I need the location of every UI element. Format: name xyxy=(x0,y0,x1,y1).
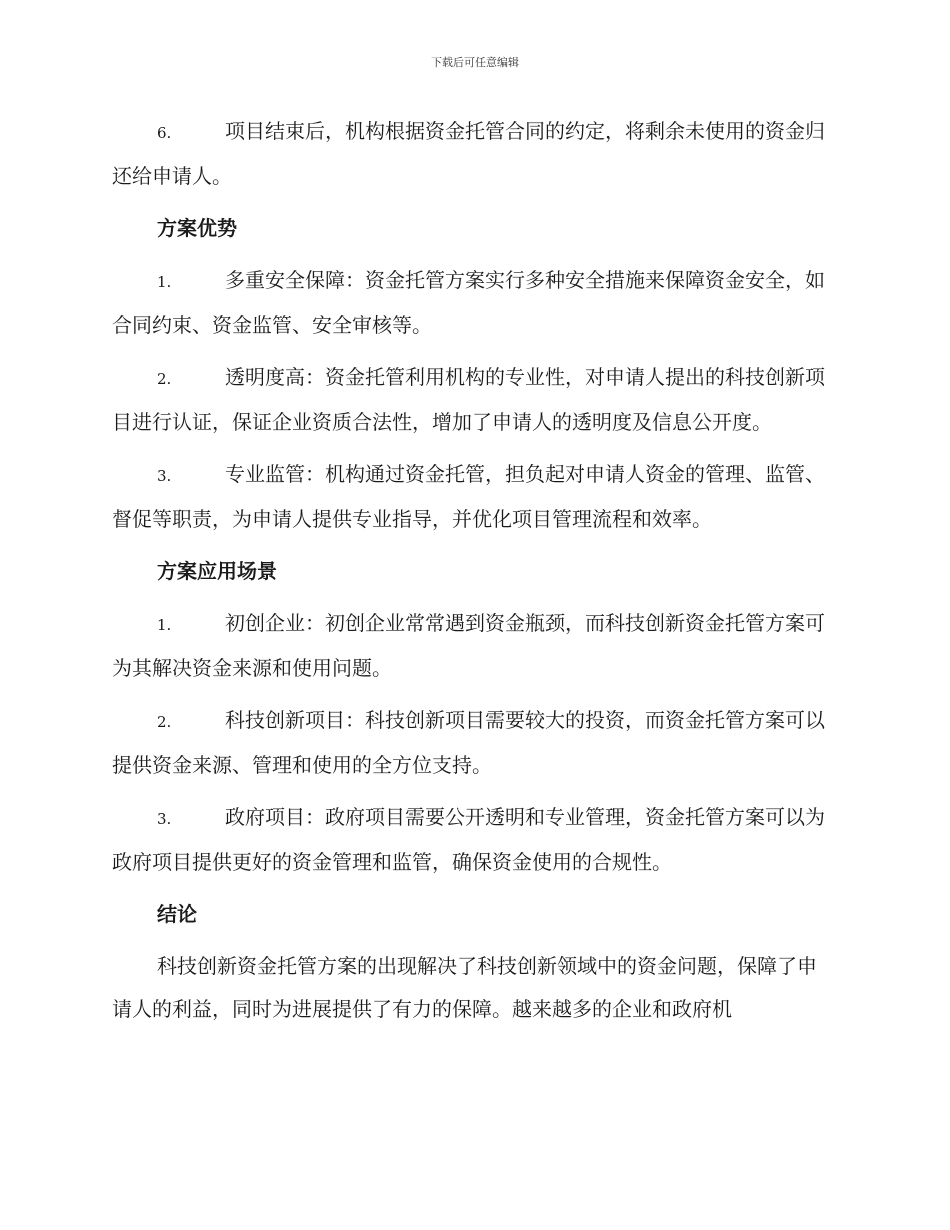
section-heading: 方案优势 xyxy=(157,216,237,240)
list-item xyxy=(112,699,834,787)
list-item xyxy=(112,259,834,347)
item-number: 1. xyxy=(157,273,172,291)
item-text: 政府项目：政府项目需要公开透明和专业管理，资金托管方案可以为政府项目提供更好的资金管理和监管，确保资金使用的合规性。 xyxy=(112,805,825,874)
item-text: 初创企业：初创企业常常遇到资金瓶颈，而科技创新资金托管方案可为其解决资金来源和使用问题。 xyxy=(112,611,825,680)
list-item xyxy=(112,356,834,444)
section-heading: 结论 xyxy=(157,902,197,926)
item-number: 2. xyxy=(157,713,172,731)
item-number: 1. xyxy=(157,616,172,634)
list-item xyxy=(112,110,834,198)
item-text: 专业监管：机构通过资金托管，担负起对申请人资金的管理、监管、督促等职责，为申请人提供专业指导，并优化项目管理流程和效率。 xyxy=(112,462,825,531)
document-body xyxy=(112,110,834,1040)
page-header: 下载后可任意编辑 xyxy=(431,56,519,69)
list-item xyxy=(112,602,834,690)
item-text: 透明度高：资金托管利用机构的专业性，对申请人提出的科技创新项目进行认证，保证企业资质合法性，增加了申请人的透明度及信息公开度。 xyxy=(112,365,825,434)
item-number: 3. xyxy=(157,810,172,828)
item-number: 6. xyxy=(157,124,172,142)
item-text: 多重安全保障：资金托管方案实行多种安全措施来保障资金安全，如合同约束、资金监管、安全审核等。 xyxy=(112,268,825,337)
item-number: 2. xyxy=(157,370,172,388)
list-item xyxy=(112,796,834,884)
body-paragraph: 科技创新资金托管方案的出现解决了科技创新领域中的资金问题，保障了申请人的利益，同时为进展提供了有力的保障。越来越多的企业和政府机 xyxy=(112,954,817,1021)
section-heading: 方案应用场景 xyxy=(157,559,277,583)
item-number: 3. xyxy=(157,467,172,485)
item-text: 项目结束后，机构根据资金托管合同的约定，将剩余未使用的资金归还给申请人。 xyxy=(112,119,825,188)
item-text: 科技创新项目：科技创新项目需要较大的投资，而资金托管方案可以提供资金来源、管理和使用的全方位支持。 xyxy=(112,708,825,777)
list-item xyxy=(112,453,834,541)
